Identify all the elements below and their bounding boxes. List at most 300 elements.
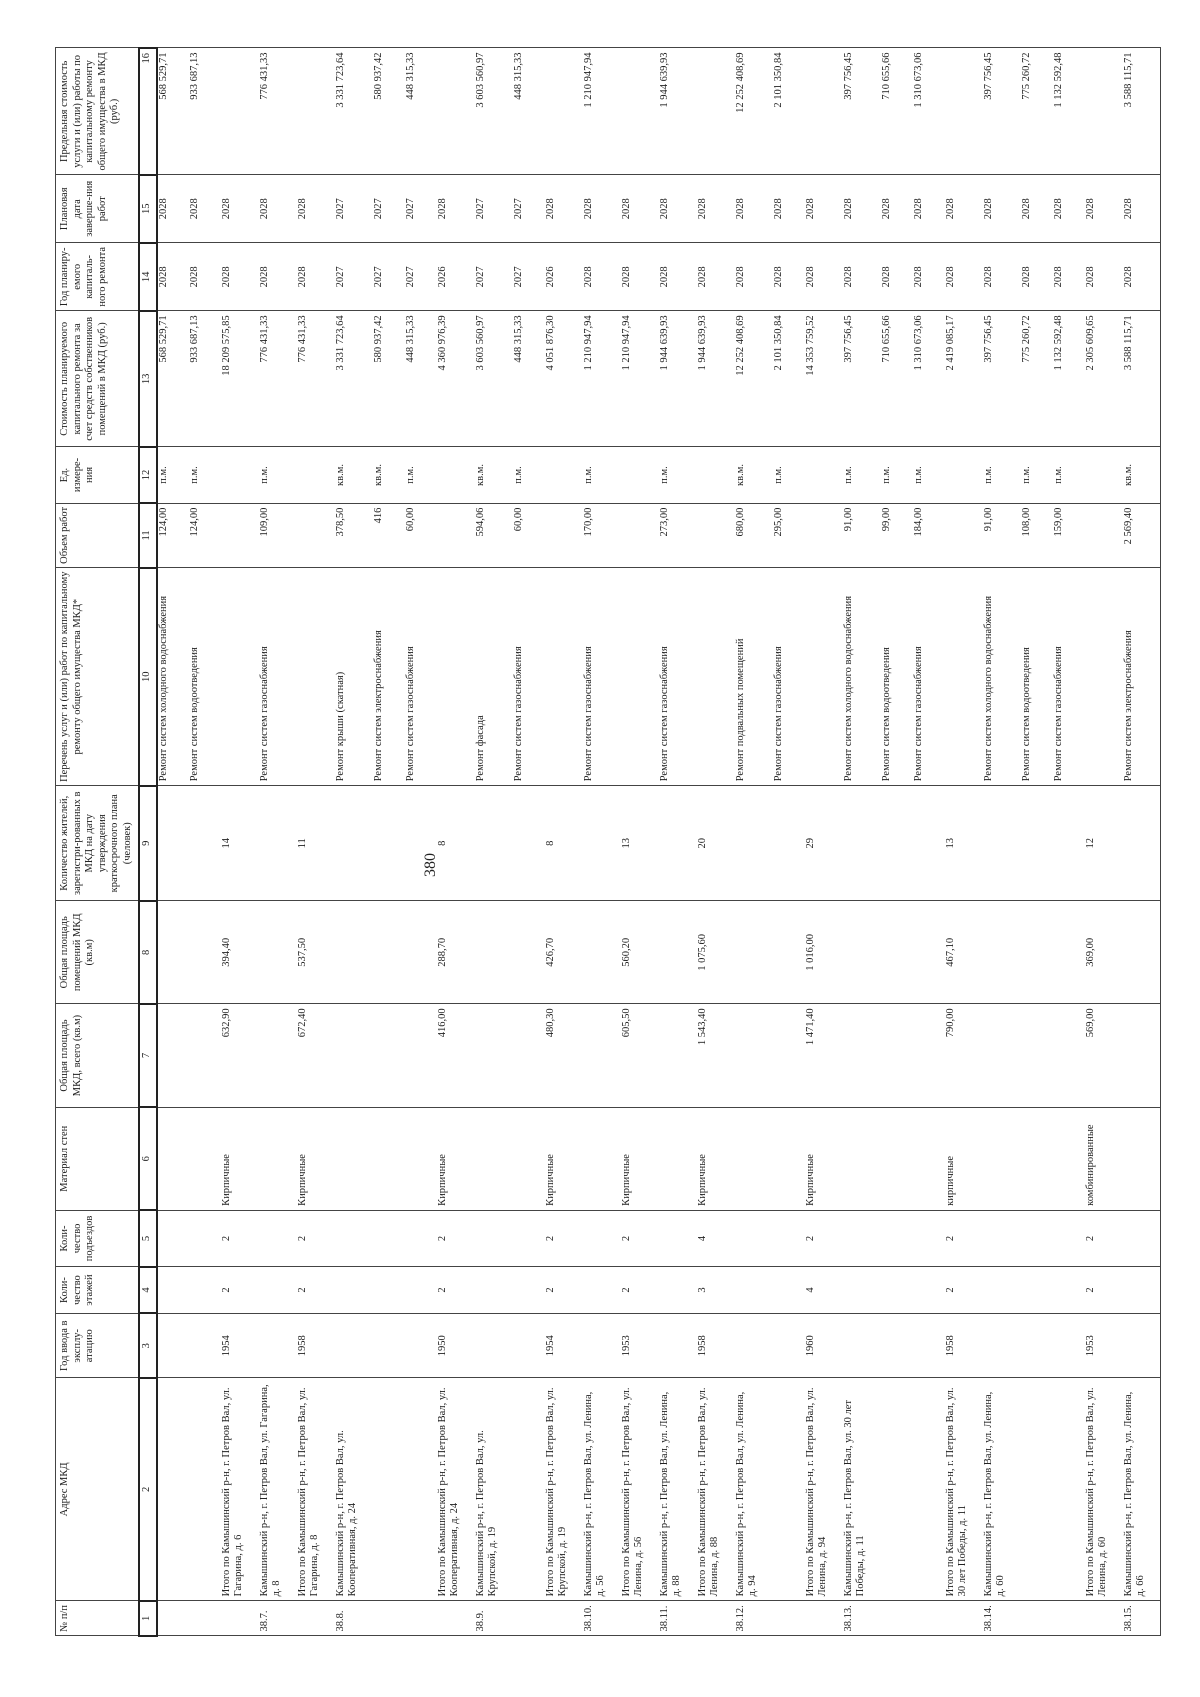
cell-c9: 13 [621, 786, 659, 901]
cell-c1 [437, 1601, 475, 1636]
cell-c8 [913, 901, 945, 1004]
cell-c1 [621, 1601, 659, 1636]
cell-c7 [335, 1004, 373, 1107]
cell-c7: 480,30 [545, 1004, 583, 1107]
cell-c5: 2 [221, 1210, 259, 1266]
cell-c10: Ремонт систем газоснабжения [259, 568, 297, 786]
cell-c4: 2 [221, 1267, 259, 1314]
cell-c13: 4 360 976,39 [437, 311, 475, 447]
column-header-15: Плановая дата заверше-ния работ [56, 175, 139, 243]
cell-c4 [735, 1267, 773, 1314]
cell-c12: кв.м. [1123, 447, 1161, 503]
cell-c4 [259, 1267, 297, 1314]
cell-c12: кв.м. [335, 447, 373, 503]
table-row [913, 48, 945, 1636]
cell-c2 [157, 1378, 189, 1601]
cell-c14: 2028 [659, 243, 697, 311]
cell-c15: 2028 [983, 175, 1021, 243]
cell-c14: 2028 [881, 243, 913, 311]
cell-c6 [659, 1107, 697, 1210]
cell-c5: 2 [621, 1210, 659, 1266]
table-row [221, 48, 259, 1636]
cell-c2: Камышинский р-н, г. Петров Вал, ул. Кооперативная, д. 24 [335, 1378, 373, 1601]
cell-c1 [881, 1601, 913, 1636]
cell-c16: 710 655,66 [881, 48, 913, 175]
cell-c5: 2 [545, 1210, 583, 1266]
cell-c16: 1 310 673,06 [913, 48, 945, 175]
cell-c3: 1958 [297, 1314, 335, 1379]
cell-c12: п.м. [583, 447, 621, 503]
cell-c15: 2028 [545, 175, 583, 243]
cell-c10: Ремонт систем газоснабжения [583, 568, 621, 786]
cell-c2 [373, 1378, 405, 1601]
column-header-10: Перечень услуг и (или) работ по капитальному ремонту общего имущества МКД* [56, 568, 139, 786]
cell-c10 [545, 568, 583, 786]
cell-c8 [843, 901, 881, 1004]
cell-c10: Ремонт систем газоснабжения [773, 568, 805, 786]
column-header-7: Общая площадь МКД, всего (кв.м) [56, 1004, 139, 1107]
cell-c6: кирпичные [945, 1107, 983, 1210]
cell-c10: Ремонт систем газоснабжения [659, 568, 697, 786]
cell-c6 [913, 1107, 945, 1210]
cell-c7 [259, 1004, 297, 1107]
cell-c6: Кирпичные [437, 1107, 475, 1210]
cell-c3 [513, 1314, 545, 1379]
cell-c12: п.м. [157, 447, 189, 503]
cell-c7 [773, 1004, 805, 1107]
table-row [983, 48, 1021, 1636]
cell-c8 [475, 901, 513, 1004]
cell-c16: 448 315,33 [405, 48, 437, 175]
cell-c14: 2026 [437, 243, 475, 311]
cell-c3: 1958 [945, 1314, 983, 1379]
cell-c15: 2028 [259, 175, 297, 243]
cell-c11: 91,00 [843, 503, 881, 568]
cell-c10 [945, 568, 983, 786]
cell-c13: 1 310 673,06 [913, 311, 945, 447]
cell-c16: 933 687,13 [189, 48, 221, 175]
cell-c3 [843, 1314, 881, 1379]
cell-c2: Итого по Камышинский р-н, г. Петров Вал, ул. Ленина, д. 56 [621, 1378, 659, 1601]
cell-c1: 38.11. [659, 1601, 697, 1636]
table-row [659, 48, 697, 1636]
cell-c8 [659, 901, 697, 1004]
cell-c6 [373, 1107, 405, 1210]
cell-c3 [373, 1314, 405, 1379]
cell-c8: 369,00 [1085, 901, 1123, 1004]
cell-c4 [881, 1267, 913, 1314]
capital-repair-plan-table [55, 47, 1161, 1637]
table-row [805, 48, 843, 1636]
cell-c15: 2028 [945, 175, 983, 243]
cell-c16: 2 101 350,84 [773, 48, 805, 175]
cell-c7 [843, 1004, 881, 1107]
cell-c1 [405, 1601, 437, 1636]
cell-c10: Ремонт систем водоотведения [881, 568, 913, 786]
cell-c6 [475, 1107, 513, 1210]
cell-c2 [189, 1378, 221, 1601]
column-header-8: Общая площадь помещений МКД (кв.м) [56, 901, 139, 1004]
cell-c12: п.м. [881, 447, 913, 503]
cell-c7 [157, 1004, 189, 1107]
table-row [475, 48, 513, 1636]
cell-c10 [1085, 568, 1123, 786]
cell-c6 [1123, 1107, 1161, 1210]
cell-c3: 1954 [221, 1314, 259, 1379]
cell-c12: п.м. [513, 447, 545, 503]
cell-c15: 2027 [475, 175, 513, 243]
cell-c11: 109,00 [259, 503, 297, 568]
cell-c3: 1960 [805, 1314, 843, 1379]
column-number-3: 3 [139, 1314, 157, 1379]
table-row [513, 48, 545, 1636]
cell-c1 [373, 1601, 405, 1636]
cell-c14: 2028 [157, 243, 189, 311]
cell-c7: 672,40 [297, 1004, 335, 1107]
cell-c9 [373, 786, 405, 901]
cell-c12 [945, 447, 983, 503]
cell-c12: п.м. [1021, 447, 1053, 503]
cell-c16: 3 603 560,97 [475, 48, 513, 175]
cell-c14: 2028 [983, 243, 1021, 311]
cell-c10 [297, 568, 335, 786]
cell-c2 [513, 1378, 545, 1601]
table-row [189, 48, 221, 1636]
cell-c1 [157, 1601, 189, 1636]
cell-c14: 2028 [773, 243, 805, 311]
cell-c4 [913, 1267, 945, 1314]
cell-c13: 1 944 639,93 [659, 311, 697, 447]
cell-c7 [373, 1004, 405, 1107]
cell-c6: Кирпичные [297, 1107, 335, 1210]
cell-c11: 170,00 [583, 503, 621, 568]
header-row [56, 48, 139, 1636]
cell-c14: 2028 [297, 243, 335, 311]
cell-c6 [335, 1107, 373, 1210]
cell-c15: 2028 [1123, 175, 1161, 243]
cell-c2: Итого по Камышинский р-н, г. Петров Вал, ул. Ленина, д. 94 [805, 1378, 843, 1601]
cell-c10: Ремонт систем электроснабжения [373, 568, 405, 786]
cell-c1 [221, 1601, 259, 1636]
table-row [621, 48, 659, 1636]
cell-c15: 2028 [843, 175, 881, 243]
column-number-16: 16 [139, 48, 157, 175]
column-header-3: Год ввода в эксплу-атацию [56, 1314, 139, 1379]
cell-c12: п.м. [843, 447, 881, 503]
cell-c1 [773, 1601, 805, 1636]
cell-c4 [513, 1267, 545, 1314]
cell-c8 [773, 901, 805, 1004]
cell-c7 [1123, 1004, 1161, 1107]
table-row [773, 48, 805, 1636]
column-number-10: 10 [139, 568, 157, 786]
cell-c12 [297, 447, 335, 503]
table-row [1021, 48, 1053, 1636]
column-header-11: Объем работ [56, 503, 139, 568]
cell-c1: 38.12. [735, 1601, 773, 1636]
cell-c6: комбинированные [1085, 1107, 1123, 1210]
cell-c1: 38.9. [475, 1601, 513, 1636]
cell-c1 [513, 1601, 545, 1636]
cell-c9 [735, 786, 773, 901]
cell-c13: 933 687,13 [189, 311, 221, 447]
cell-c9 [405, 786, 437, 901]
cell-c14: 2028 [945, 243, 983, 311]
cell-c9 [773, 786, 805, 901]
cell-c15: 2028 [437, 175, 475, 243]
cell-c2: Итого по Камышинский р-н, г. Петров Вал, ул. Крупской, д. 19 [545, 1378, 583, 1601]
cell-c5: 2 [437, 1210, 475, 1266]
cell-c2: Камышинский р-н, г. Петров Вал, ул. Ленина, д. 56 [583, 1378, 621, 1601]
cell-c11 [545, 503, 583, 568]
cell-c14: 2028 [259, 243, 297, 311]
cell-c10: Ремонт систем водоотведения [1021, 568, 1053, 786]
cell-c10: Ремонт фасада [475, 568, 513, 786]
cell-c16: 1 944 639,93 [659, 48, 697, 175]
cell-c16 [805, 48, 843, 175]
cell-c9 [659, 786, 697, 901]
cell-c7 [659, 1004, 697, 1107]
cell-c11: 159,00 [1053, 503, 1085, 568]
cell-c5 [259, 1210, 297, 1266]
cell-c10 [437, 568, 475, 786]
cell-c15: 2028 [1053, 175, 1085, 243]
cell-c7: 605,50 [621, 1004, 659, 1107]
cell-c5 [189, 1210, 221, 1266]
cell-c1: 38.13. [843, 1601, 881, 1636]
cell-c13: 2 419 085,17 [945, 311, 983, 447]
cell-c14: 2028 [583, 243, 621, 311]
cell-c15: 2028 [157, 175, 189, 243]
cell-c15: 2028 [1021, 175, 1053, 243]
cell-c15: 2027 [335, 175, 373, 243]
cell-c2: Итого по Камышинский р-н, г. Петров Вал, ул. Гагарина, д. 8 [297, 1378, 335, 1601]
cell-c3 [1123, 1314, 1161, 1379]
cell-c3 [913, 1314, 945, 1379]
cell-c2: Камышинский р-н, г. Петров Вал, ул. Гагарина, д. 8 [259, 1378, 297, 1601]
cell-c3 [881, 1314, 913, 1379]
cell-c13: 1 210 947,94 [583, 311, 621, 447]
cell-c13: 2 305 609,65 [1085, 311, 1123, 447]
cell-c5 [913, 1210, 945, 1266]
cell-c16: 3 588 115,71 [1123, 48, 1161, 175]
cell-c11: 416 [373, 503, 405, 568]
cell-c11 [621, 503, 659, 568]
cell-c13: 448 315,33 [405, 311, 437, 447]
cell-c3 [1053, 1314, 1085, 1379]
cell-c4 [773, 1267, 805, 1314]
cell-c11: 680,00 [735, 503, 773, 568]
cell-c2: Камышинский р-н, г. Петров Вал, ул. Ленина, д. 94 [735, 1378, 773, 1601]
column-header-13: Стоимость планируемого капитального ремонта за счет средств собственников помещений в МКД (руб.) [56, 311, 139, 447]
cell-c14: 2028 [913, 243, 945, 311]
cell-c2 [405, 1378, 437, 1601]
cell-c4: 2 [1085, 1267, 1123, 1314]
cell-c13: 397 756,45 [843, 311, 881, 447]
cell-c11: 273,00 [659, 503, 697, 568]
cell-c5 [1123, 1210, 1161, 1266]
cell-c1 [189, 1601, 221, 1636]
cell-c13: 776 431,33 [259, 311, 297, 447]
cell-c10: Ремонт систем газоснабжения [913, 568, 945, 786]
table-row [335, 48, 373, 1636]
cell-c14: 2027 [335, 243, 373, 311]
column-number-14: 14 [139, 243, 157, 311]
cell-c14: 2028 [1123, 243, 1161, 311]
cell-c3 [157, 1314, 189, 1379]
cell-c10: Ремонт подвальных помещений [735, 568, 773, 786]
cell-c11: 108,00 [1021, 503, 1053, 568]
cell-c9 [475, 786, 513, 901]
cell-c6: Кирпичные [621, 1107, 659, 1210]
cell-c11: 60,00 [513, 503, 545, 568]
cell-c3 [475, 1314, 513, 1379]
cell-c8: 394,40 [221, 901, 259, 1004]
column-number-15: 15 [139, 175, 157, 243]
cell-c1: 38.10. [583, 1601, 621, 1636]
cell-c14: 2028 [1053, 243, 1085, 311]
cell-c1 [805, 1601, 843, 1636]
cell-c5 [1053, 1210, 1085, 1266]
column-number-11: 11 [139, 503, 157, 568]
cell-c2: Камышинский р-н, г. Петров Вал, ул. Крупской, д. 19 [475, 1378, 513, 1601]
cell-c12: п.м. [913, 447, 945, 503]
cell-c14: 2028 [1021, 243, 1053, 311]
cell-c9 [157, 786, 189, 901]
cell-c4 [1053, 1267, 1085, 1314]
cell-c11: 295,00 [773, 503, 805, 568]
cell-c11 [1085, 503, 1123, 568]
cell-c15: 2028 [805, 175, 843, 243]
cell-c2: Камышинский р-н, г. Петров Вал, ул. Ленина, д. 66 [1123, 1378, 1161, 1601]
table-body [157, 48, 1161, 1636]
cell-c4 [843, 1267, 881, 1314]
cell-c3: 1958 [697, 1314, 735, 1379]
cell-c14: 2027 [405, 243, 437, 311]
cell-c14: 2028 [843, 243, 881, 311]
cell-c5 [335, 1210, 373, 1266]
cell-c5 [583, 1210, 621, 1266]
cell-c4: 2 [297, 1267, 335, 1314]
cell-c10: Ремонт крыши (скатная) [335, 568, 373, 786]
cell-c4: 2 [621, 1267, 659, 1314]
cell-c13: 3 588 115,71 [1123, 311, 1161, 447]
cell-c4 [405, 1267, 437, 1314]
cell-c10: Ремонт систем газоснабжения [405, 568, 437, 786]
cell-c8: 560,20 [621, 901, 659, 1004]
cell-c1 [913, 1601, 945, 1636]
cell-c14: 2028 [189, 243, 221, 311]
cell-c5 [373, 1210, 405, 1266]
cell-c5 [983, 1210, 1021, 1266]
cell-c16 [945, 48, 983, 175]
cell-c15: 2028 [659, 175, 697, 243]
cell-c15: 2027 [513, 175, 545, 243]
cell-c7: 790,00 [945, 1004, 983, 1107]
table-row [259, 48, 297, 1636]
cell-c5 [475, 1210, 513, 1266]
table-row [697, 48, 735, 1636]
cell-c1 [1085, 1601, 1123, 1636]
cell-c4 [1021, 1267, 1053, 1314]
cell-c15: 2028 [697, 175, 735, 243]
cell-c13: 3 603 560,97 [475, 311, 513, 447]
cell-c12: кв.м. [475, 447, 513, 503]
cell-c10 [621, 568, 659, 786]
table-row [1123, 48, 1161, 1636]
cell-c9 [189, 786, 221, 901]
column-number-13: 13 [139, 311, 157, 447]
cell-c3 [189, 1314, 221, 1379]
cell-c4 [583, 1267, 621, 1314]
cell-c13: 1 944 639,93 [697, 311, 735, 447]
cell-c10 [221, 568, 259, 786]
cell-c12: п.м. [773, 447, 805, 503]
cell-c15: 2028 [189, 175, 221, 243]
cell-c13: 12 252 408,69 [735, 311, 773, 447]
cell-c10: Ремонт систем холодного водоснабжения [157, 568, 189, 786]
cell-c16: 397 756,45 [843, 48, 881, 175]
column-number-6: 6 [139, 1107, 157, 1210]
cell-c11: 2 569,40 [1123, 503, 1161, 568]
cell-c5 [735, 1210, 773, 1266]
cell-c6 [189, 1107, 221, 1210]
cell-c12: кв.м. [373, 447, 405, 503]
cell-c16: 397 756,45 [983, 48, 1021, 175]
cell-c13: 775 260,72 [1021, 311, 1053, 447]
table-row [545, 48, 583, 1636]
column-header-12: Ед. измере-ния [56, 447, 139, 503]
cell-c7 [405, 1004, 437, 1107]
cell-c4: 4 [805, 1267, 843, 1314]
cell-c3: 1954 [545, 1314, 583, 1379]
cell-c6 [513, 1107, 545, 1210]
cell-c3 [735, 1314, 773, 1379]
cell-c14: 2026 [545, 243, 583, 311]
cell-c2: Итого по Камышинский р-н, г. Петров Вал, ул. Гагарина, д. 6 [221, 1378, 259, 1601]
cell-c5 [513, 1210, 545, 1266]
cell-c16: 568 529,71 [157, 48, 189, 175]
cell-c7: 416,00 [437, 1004, 475, 1107]
cell-c1: 38.14. [983, 1601, 1021, 1636]
cell-c3 [983, 1314, 1021, 1379]
cell-c9: 8 [437, 786, 475, 901]
cell-c6 [1021, 1107, 1053, 1210]
cell-c6 [1053, 1107, 1085, 1210]
cell-c8 [189, 901, 221, 1004]
cell-c16 [545, 48, 583, 175]
cell-c6 [843, 1107, 881, 1210]
cell-c11: 184,00 [913, 503, 945, 568]
cell-c8 [405, 901, 437, 1004]
cell-c11: 91,00 [983, 503, 1021, 568]
cell-c7 [881, 1004, 913, 1107]
cell-c3 [773, 1314, 805, 1379]
cell-c3 [259, 1314, 297, 1379]
cell-c8 [735, 901, 773, 1004]
column-number-1: 1 [139, 1601, 157, 1636]
cell-c13: 3 331 723,64 [335, 311, 373, 447]
cell-c15: 2028 [881, 175, 913, 243]
cell-c10: Ремонт систем газоснабжения [1053, 568, 1085, 786]
cell-c7: 1 471,40 [805, 1004, 843, 1107]
table-row [843, 48, 881, 1636]
cell-c9 [1123, 786, 1161, 901]
cell-c1 [297, 1601, 335, 1636]
cell-c9: 14 [221, 786, 259, 901]
cell-c6 [881, 1107, 913, 1210]
cell-c11 [805, 503, 843, 568]
